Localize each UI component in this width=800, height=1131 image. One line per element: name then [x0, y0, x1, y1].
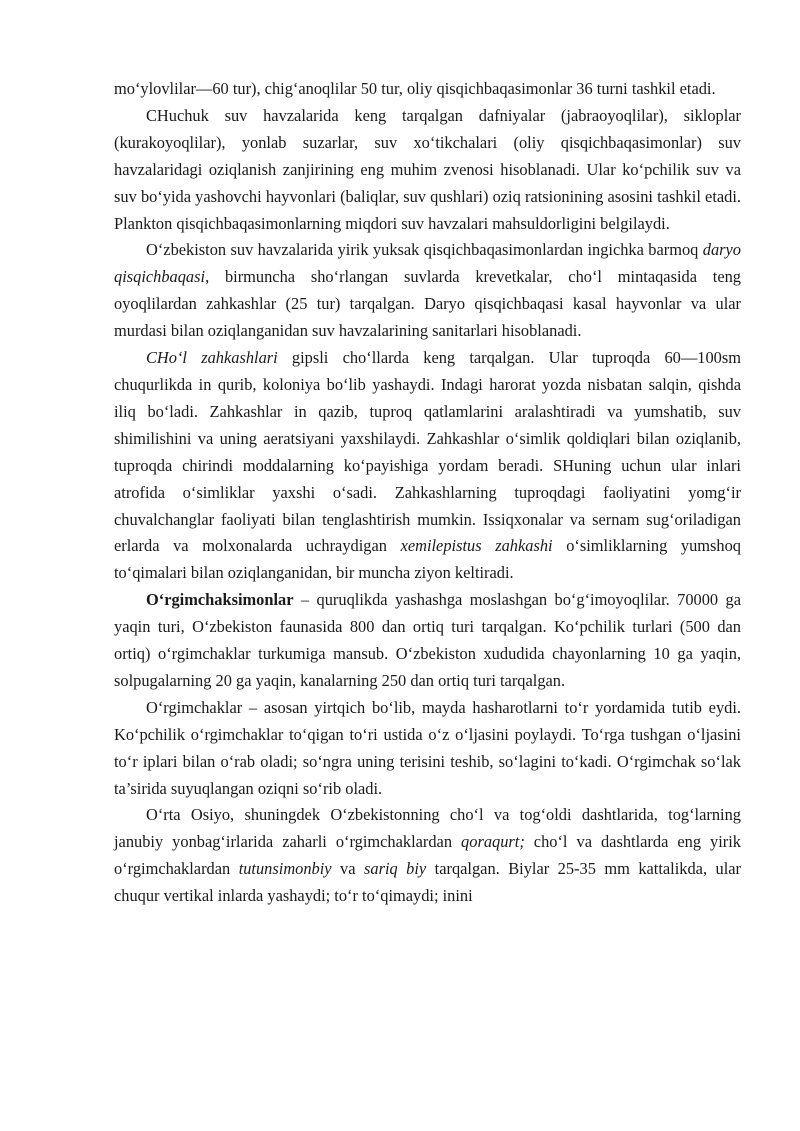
term-sariq-biy: sariq biy [364, 859, 427, 879]
paragraph-2 [114, 103, 741, 238]
paragraph-7-text-d: tarqalgan. Biylar 25-35 mm kattalikda, ular chuqur vertikal inlarda yashaydi; to‘r to‘qimaydi; inini [114, 859, 742, 906]
paragraph-7-text-c: va [331, 859, 364, 879]
paragraph-3-text-b: , birmuncha sho‘rlangan suvlarda krevetkalar, cho‘l mintaqasida teng oyoqlilardan zahkashlar (25 tur) tarqalgan. Daryo qisqichbaqasi kasal hayvonlar va ular murdasi bilan oziqlanganidan suv havzalarining sanitarlari hisoblanadi. [114, 267, 741, 341]
term-qoraqurt: qoraqurt; [461, 832, 525, 852]
paragraph-1-text: mo‘ylovlilar—60 tur), chig‘anoqlilar 50 tur, oliy qisqichbaqasimonlar 36 turni tashkil etadi. [114, 79, 716, 98]
term-tutunsimonbiy: tutunsimonbiy [238, 859, 332, 879]
paragraph-5-text: – quruqlikda yashashga moslashgan bo‘g‘imoyoqlilar. 70000 ga yaqin turi, O‘zbekiston faunasida 800 dan ortiq turi tarqalgan. Ko‘pchilik turlari (500 dan ortiq) o‘rgimchaklar turkumiga mansub. O‘zbekiston xududida chayonlarning 10 ga yaqin, solpugalarning 20 ga yaqin, kanalarning 250 dan ortiq turi tarqalgan. [114, 590, 741, 690]
paragraph-4-text-a: gipsli cho‘llarda keng tarqalgan. Ular tuproqda 60—100sm chuqurlikda in qurib, koloniya bo‘lib yashaydi. Indagi harorat yozda nisbatan salqin, qishda iliq bo‘ladi. Zahkashlar in qazib, tuproq qatlamlarini aralashtiradi va yumshatib, suv shimilishini va uning aeratsiyani yaxshilaydi. Zahkashlar o‘simlik qoldiqlari bilan oziqlanib, tuproqda chirindi moddalarning ko‘payishiga yordam beradi. SHuning uchun ular inlari atrofida o‘simliklar yaxshi o‘sadi. Zahkashlarning tuproqdagi faoliyatini yomg‘ir chuvalchanglar faoliyati bilan tenglashtirish mumkin. Issiqxonalar va sernam sug‘oriladigan erlarda va molxonalarda uchraydigan [114, 348, 741, 556]
paragraph-2-text: CHuchuk suv havzalarida keng tarqalgan dafniyalar (jabraoyoqlilar), sikloplar (kurakoyoqlilar), yonlab suzarlar, suv xo‘tikchalari (oliy qisqichbaqasimonlar) suv havzalaridagi oziqlanish zanjirining eng muhim zvenosi hisoblanadi. Ular ko‘pchilik suv va suv bo‘yida yashovchi hayvonlari (baliqlar, suv qushlari) oziq ratsionining asosini tashkil etadi. Plankton qisqichbaqasimonlarning miqdori suv havzalari mahsuldorligini belgilaydi. [114, 105, 741, 233]
paragraph-3 [114, 237, 741, 345]
paragraph-6 [114, 695, 741, 803]
paragraph-7-text-a: O‘rta Osiyo, shuningdek O‘zbekistonning cho‘l va tog‘oldi dashtlarida, tog‘larning janubiy yonbag‘irlarida zaharli o‘rgimchaklardan [114, 805, 741, 852]
term-daryo-qisqichbaqasi: daryo qisqichbaqasi [114, 240, 741, 287]
paragraph-3-text-a: O‘zbekiston suv havzalarida yirik yuksak qisqichbaqasimonlardan ingichka barmoq [146, 240, 703, 260]
paragraph-5 [114, 587, 741, 695]
paragraph-4-text-b: o‘simliklarning yumshoq to‘qimalari bilan oziqlanganidan, bir muncha ziyon keltiradi. [114, 536, 741, 583]
term-o-rgimchaksimonlar: O‘rgimchaksimonlar [146, 590, 294, 610]
paragraph-7-text-b: cho‘l va dashtlarda eng yirik o‘rgimchaklardan [114, 832, 741, 879]
paragraph-6-text: O‘rgimchaklar – asosan yirtqich bo‘lib, mayda hasharotlarni to‘r yordamida tutib eydi. Ko‘pchilik o‘rgimchaklar to‘qigan to‘ri ustida o‘z o‘ljasini poylaydi. To‘rga tushgan o‘ljasini to‘r iplari bilan o‘rab oladi; so‘ngra uning terisini teshib, so‘lagini to‘kadi. O‘rgimchak so‘lak ta’sirida suyuqlangan oziqni so‘rib oladi. [114, 697, 741, 798]
term-xemilepistus-zahkashi: xemilepistus zahkashi [400, 536, 553, 556]
document-page [114, 76, 741, 910]
paragraph-4 [114, 345, 741, 587]
term-cho-l-zahkashlari: CHo‘l zahkashlari [146, 348, 278, 368]
paragraph-7 [114, 802, 741, 910]
paragraph-1 [114, 76, 741, 103]
